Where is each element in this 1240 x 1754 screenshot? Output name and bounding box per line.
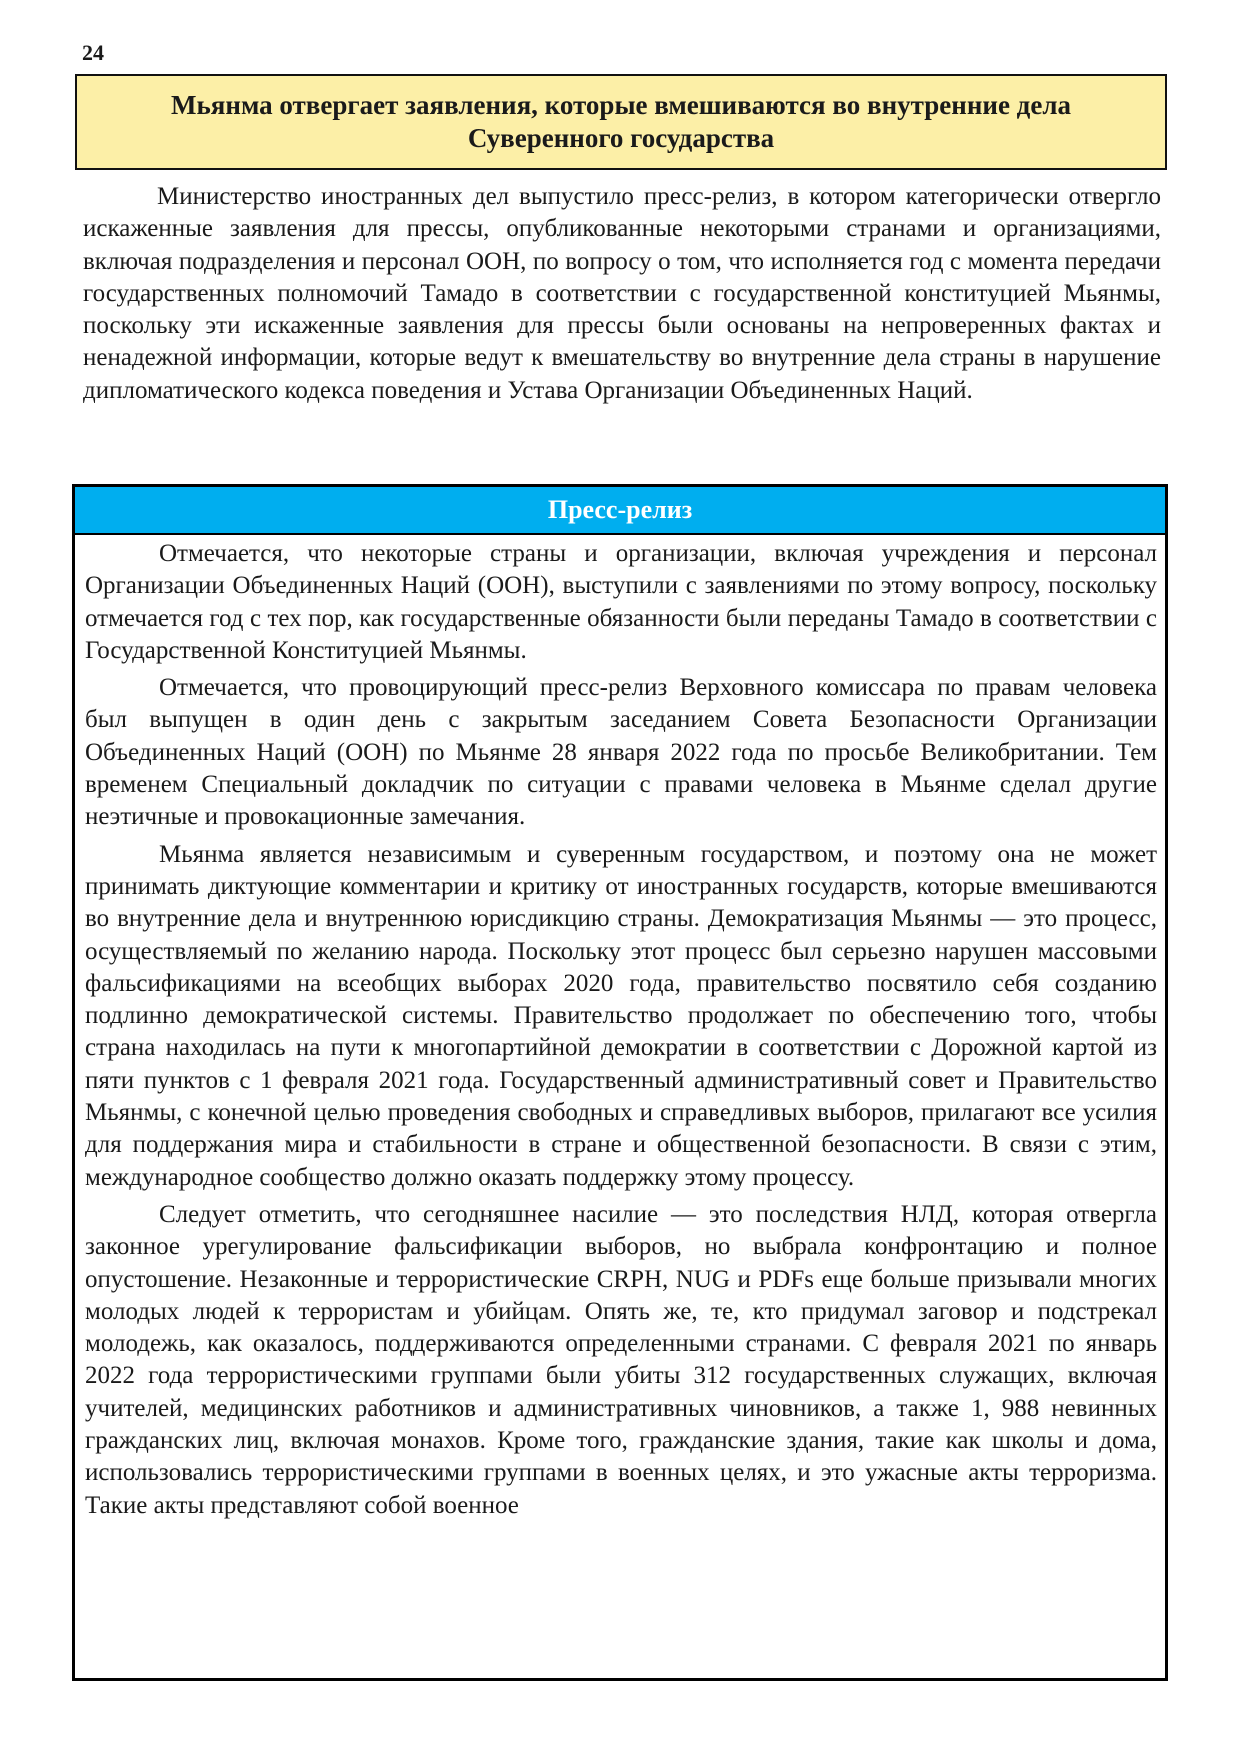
press-paragraph-2: Отмечается, что провоцирующий пресс-релиз Верховного комиссара по правам человека был выпущен в один день с закрытым заседанием Совета Безопасности Организации Объединенных Наций (ООН) по Мьянме 28 января 2022 года по просьбе Великобритании. Тем временем Специальный докладчик по ситуации с правами человека в Мьянме сделал другие неэтичные и провокационные замечания. bbox=[85, 674, 1157, 831]
press-paragraph-1: Отмечается, что некоторые страны и организации, включая учреждения и персонал Организации Объединенных Наций (ООН), выступили с заявлениями по этому вопросу, поскольку отмечается год с тех пор, как государственные обязанности были переданы Тамадо в соответствии с Государственной Конституцией Мьянмы. bbox=[85, 540, 1157, 664]
intro-paragraph: Министерство иностранных дел выпустило пресс-релиз, в котором категорически отвергло искаженные заявления для прессы, опубликованные некоторыми странами и организациями, включая подразделения и персонал ООН, по вопросу о том, что исполняется год с момента передачи государственных полномочий Тамадо в соответствии с государственной конституцией Мьянмы, поскольку эти искаженные заявления для прессы были основаны на непроверенных фактах и ненадежной информации, которые ведут к вмешательству во внутренние дела страны в нарушение дипломатического кодекса поведения и Устава Организации Объединенных Наций. bbox=[83, 183, 1161, 404]
press-paragraph-4: Следует отметить, что сегодняшнее насилие — это последствия НЛД, которая отвергла законное урегулирование фальсификации выборов, но выбрала конфронтацию и полное опустошение. Незаконные и террористические CRPH, NUG и PDFs еще больше призывали многих молодых людей к террористам и убийцам. Опять же, те, кто придумал заговор и подстрекал молодежь, как оказалось, поддерживаются определенными странами. С февраля 2021 по январь 2022 года террористическими группами были убиты 312 государственных служащих, включая учителей, медицинских работников и административных чиновников, а также 1, 988 невинных гражданских лиц, включая монахов. Кроме того, гражданские здания, такие как школы и дома, использовались террористическими группами в военных целях, и это ужасные акты терроризма. Такие акты представляют собой военное bbox=[85, 1200, 1157, 1519]
press-release-heading: Пресс-релиз bbox=[547, 495, 693, 524]
press-release-header bbox=[75, 487, 1165, 535]
page-number: 24 bbox=[82, 40, 104, 65]
press-release-body bbox=[75, 535, 1165, 1522]
press-paragraph-3: Мьянма является независимым и суверенным государством, и поэтому она не может принимать диктующие комментарии и критику от иностранных государств, которые вмешиваются во внутренние дела и внутреннюю юрисдикцию страны. Демократизация Мьянмы — это процесс, осуществляемый по желанию народа. Поскольку этот процесс был серьезно нарушен массовыми фальсификациями на всеобщих выборах 2020 года, правительство посвятило себя созданию подлинно демократической системы. Правительство продолжает по обеспечению того, чтобы страна находилась на пути к многопартийной демократии в соответствии с Дорожной картой из пяти пунктов с 1 февраля 2021 года. Государственный административный совет и Правительство Мьянмы, с конечной целью проведения свободных и справедливых выборов, прилагают все усилия для поддержания мира и стабильности в стране и общественной безопасности. В связи с этим, международное сообщество должно оказать поддержку этому процессу. bbox=[85, 840, 1157, 1191]
article-title: Мьянма отвергает заявления, которые вмешиваются во внутренние дела Суверенного государства bbox=[171, 90, 1071, 153]
press-release-box bbox=[72, 484, 1168, 1681]
article-title-box bbox=[75, 74, 1167, 170]
